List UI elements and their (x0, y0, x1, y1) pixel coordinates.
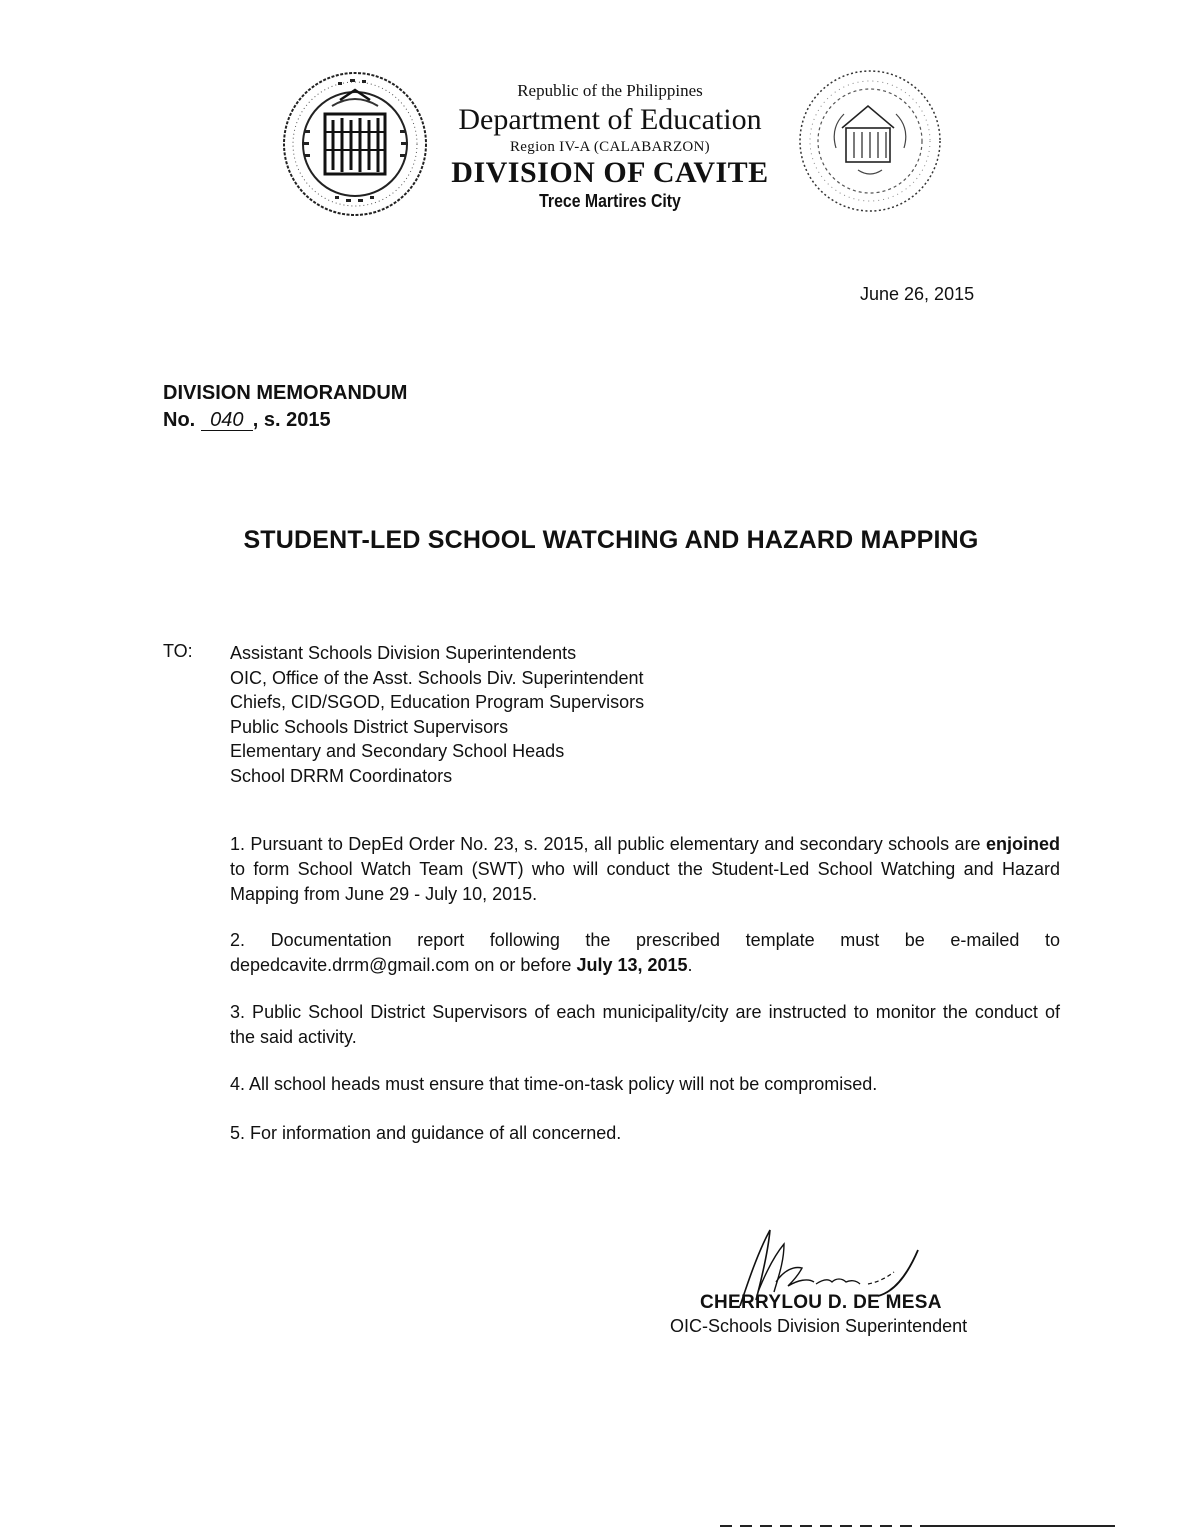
paragraph-text: . (687, 955, 693, 975)
region-line: Region IV-A (CALABARZON) (510, 139, 710, 155)
recipient-item: Chiefs, CID/SGOD, Education Program Supervisors (230, 692, 645, 712)
department-name: Department of Education (458, 103, 762, 136)
recipient-item: Elementary and Secondary School Heads (230, 741, 565, 761)
paragraph-text: 2. Documentation report following the prescribed template must be e-mailed to depedcavite.drrm@gmail.com on or before (230, 930, 1060, 975)
paragraph-text: 1. Pursuant to DepEd Order No. 23, s. 2015, all public elementary and secondary schools are (230, 834, 986, 854)
deped-seal-icon (280, 70, 430, 218)
paragraph-text: to form School Watch Team (SWT) who will conduct the Student-Led School Watching and Hazard Mapping from June 29 - July 10, 2015. (230, 859, 1060, 904)
recipients-list (230, 641, 644, 788)
body-paragraph-4: 4. All school heads must ensure that time-on-task policy will not be compromised. (230, 1074, 878, 1094)
division-name: DIVISION OF CAVITE (451, 156, 769, 189)
memo-heading-block (163, 380, 407, 434)
footer-dashed-rule (720, 1524, 1115, 1528)
recipient-item: Public Schools District Supervisors (230, 716, 509, 737)
body-paragraph-2 (230, 928, 1060, 978)
republic-line: Republic of the Philippines (517, 81, 703, 100)
memo-date: June 26, 2015 (860, 284, 975, 304)
body-paragraph-1 (230, 832, 1060, 907)
memo-title: STUDENT-LED SCHOOL WATCHING AND HAZARD MAPPING (243, 526, 979, 554)
recipients-label: TO: (163, 641, 193, 661)
body-paragraph-3: 3. Public School District Supervisors of each municipality/city are instructed to monitor the conduct of the said activity. (230, 1002, 1060, 1047)
division-seal-icon (796, 66, 944, 216)
city-line: Trece Martires City (539, 191, 681, 211)
letterhead (440, 78, 780, 214)
deadline-text: July 13, 2015 (576, 955, 688, 975)
memo-series: , s. 2015 (252, 409, 331, 431)
memo-heading: DIVISION MEMORANDUM (163, 382, 408, 404)
memo-number: 040 (201, 410, 253, 431)
body-paragraph-5: 5. For information and guidance of all concerned. (230, 1123, 622, 1143)
signatory-name: CHERRYLOU D. DE MESA (700, 1292, 942, 1313)
signatory-title: OIC-Schools Division Superintendent (670, 1316, 968, 1336)
memo-number-prefix: No. (163, 409, 196, 431)
emphasis-text: enjoined (985, 834, 1060, 854)
recipient-item: School DRRM Coordinators (230, 765, 453, 786)
memo-number-line (163, 407, 407, 434)
recipient-item: OIC, Office of the Asst. Schools Div. Superintendent (230, 667, 644, 688)
recipient-item: Assistant Schools Division Superintendents (230, 643, 577, 663)
